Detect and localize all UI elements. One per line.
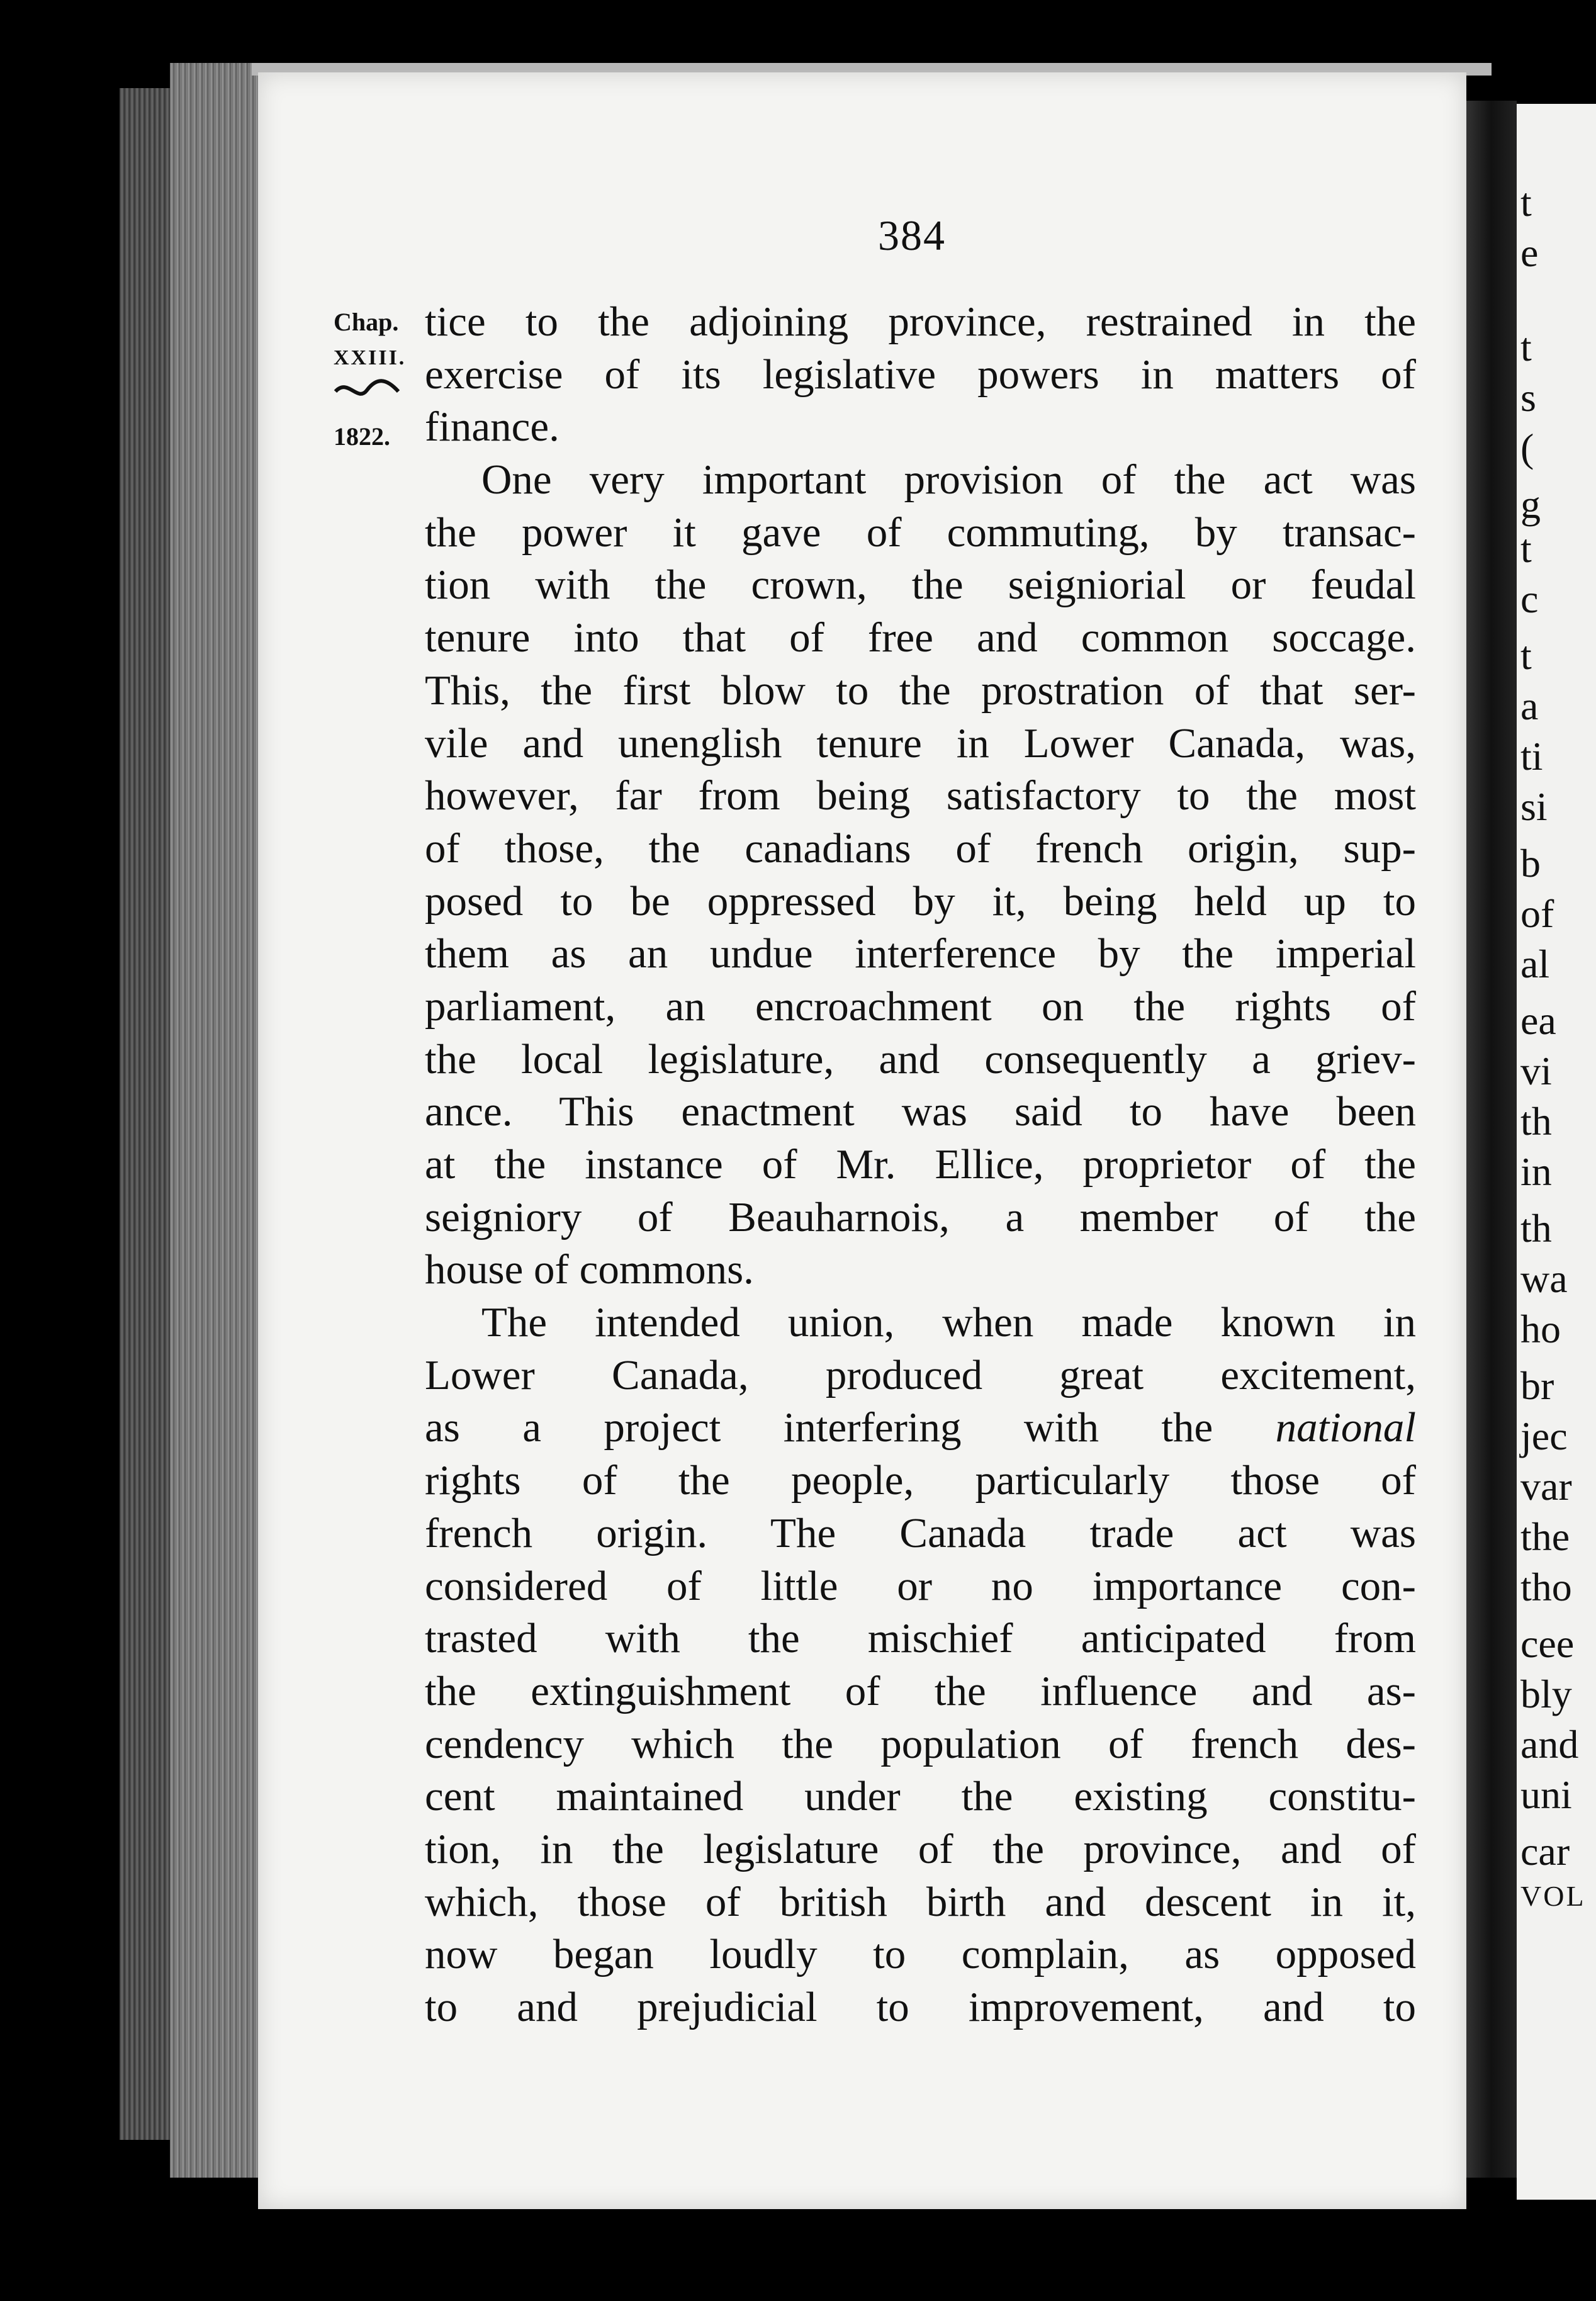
right-page-fragment: tho <box>1520 1565 1572 1609</box>
right-page-fragment: g <box>1520 482 1541 527</box>
right-page-fragment: si <box>1520 784 1548 829</box>
right-page-fragment: al <box>1520 942 1550 986</box>
right-page-fragment: th <box>1520 1099 1552 1144</box>
page-stack-edges <box>170 63 264 2178</box>
text-line: This, the first blow to the prostration of that ser- <box>425 667 1416 714</box>
right-page-fragment: jec <box>1520 1414 1568 1458</box>
page-stack-shadow <box>120 88 176 2140</box>
right-page-fragment: wa <box>1520 1256 1568 1301</box>
text-line: posed to be oppressed by it, being held up to <box>425 877 1416 925</box>
text-line: considered of little or no importance con- <box>425 1562 1416 1609</box>
text-line: french origin. The Canada trade act was <box>425 1509 1416 1556</box>
right-page-fragment: br <box>1520 1363 1554 1408</box>
page-number: 384 <box>878 211 946 259</box>
right-page-fragment: bly <box>1520 1672 1572 1716</box>
text-line: vile and unenglish tenure in Lower Canada, was, <box>425 719 1416 767</box>
text-line: One very important provision of the act was <box>481 456 1416 504</box>
right-page-fragment: of <box>1520 891 1554 936</box>
margin-chapter-number: XXIII. <box>334 346 407 369</box>
right-page-fragment: ti <box>1520 734 1543 779</box>
text-line: to and prejudicial to improvement, and to <box>425 1984 1416 2030</box>
right-page-fragment: var <box>1520 1464 1572 1509</box>
right-page-fragment: b <box>1520 841 1541 886</box>
right-page-fragment: VOL <box>1520 1880 1586 1912</box>
body-text <box>425 296 1416 2034</box>
text-line: exercise of its legislative powers in matters of <box>425 351 1416 398</box>
right-page-fragment: ( <box>1520 425 1534 470</box>
text-line: at the instance of Mr. Ellice, proprietor of the <box>425 1141 1416 1188</box>
text-line: however, far from being satisfactory to the most <box>425 772 1416 819</box>
text-line: ance. This enactment was said to have been <box>425 1088 1416 1135</box>
margin-chapter-label: Chap. <box>334 308 399 336</box>
right-page-fragment: a <box>1520 684 1539 728</box>
right-page-fragment: ea <box>1520 998 1556 1043</box>
text-line: seigniory of Beauharnois, a member of the <box>425 1193 1416 1241</box>
text-line: the local legislature, and consequently a griev- <box>425 1035 1416 1083</box>
margin-year: 1822. <box>334 422 390 451</box>
right-page-fragment: th <box>1520 1206 1552 1251</box>
text-line: rights of the people, particularly those of <box>425 1457 1416 1504</box>
right-page-fragment: car <box>1520 1829 1570 1874</box>
right-page-fragment: c <box>1520 577 1539 621</box>
text-line: tion, in the legislature of the province, and of <box>425 1825 1416 1872</box>
right-page-fragment: t <box>1520 180 1532 225</box>
text-line: now began loudly to complain, as opposed <box>425 1931 1416 1978</box>
text-line: which, those of british birth and descent in it, <box>425 1878 1416 1925</box>
right-page-fragment: vi <box>1520 1049 1552 1093</box>
text-line: tice to the adjoining province, restrained in the <box>425 298 1416 345</box>
text-line: finance. <box>425 403 559 451</box>
text-line: them as an undue interference by the imperial <box>425 930 1416 977</box>
text-line: the power it gave of commuting, by transac- <box>425 509 1416 556</box>
text-line: trasted with the mischief anticipated from <box>425 1615 1416 1662</box>
right-page-fragment: ho <box>1520 1307 1561 1351</box>
text-line: cendency which the population of french des- <box>425 1720 1416 1767</box>
text-line: house of commons. <box>425 1246 754 1293</box>
right-page-fragment: the <box>1520 1514 1570 1559</box>
text-line: parliament, an encroachment on the rights of <box>425 982 1416 1030</box>
right-page-fragment: t <box>1520 633 1532 678</box>
right-page-fragment: in <box>1520 1149 1552 1194</box>
text-line: as a project interfering with the national <box>425 1404 1416 1451</box>
right-page-fragment: e <box>1520 230 1539 275</box>
right-page-sliver <box>1517 104 1596 2200</box>
right-page-fragment: and <box>1520 1722 1579 1767</box>
text-line: The intended union, when made known in <box>481 1299 1416 1346</box>
book-gutter <box>1466 101 1517 2178</box>
text-line: of those, the canadians of french origin, sup- <box>425 824 1416 872</box>
right-page-fragment: s <box>1520 375 1536 420</box>
text-line: tenure into that of free and common soccage. <box>425 614 1416 661</box>
text-line: tion with the crown, the seigniorial or feudal <box>425 561 1416 609</box>
right-page-fragment: cee <box>1520 1621 1575 1666</box>
right-page-fragment: t <box>1520 325 1532 369</box>
right-page-fragment: t <box>1520 526 1532 571</box>
right-page-fragment: uni <box>1520 1772 1572 1817</box>
ornament-flourish <box>332 378 402 403</box>
text-line: Lower Canada, produced great excitement, <box>425 1351 1416 1398</box>
text-line: cent maintained under the existing constitu- <box>425 1773 1416 1820</box>
text-line: the extinguishment of the influence and as- <box>425 1667 1416 1714</box>
